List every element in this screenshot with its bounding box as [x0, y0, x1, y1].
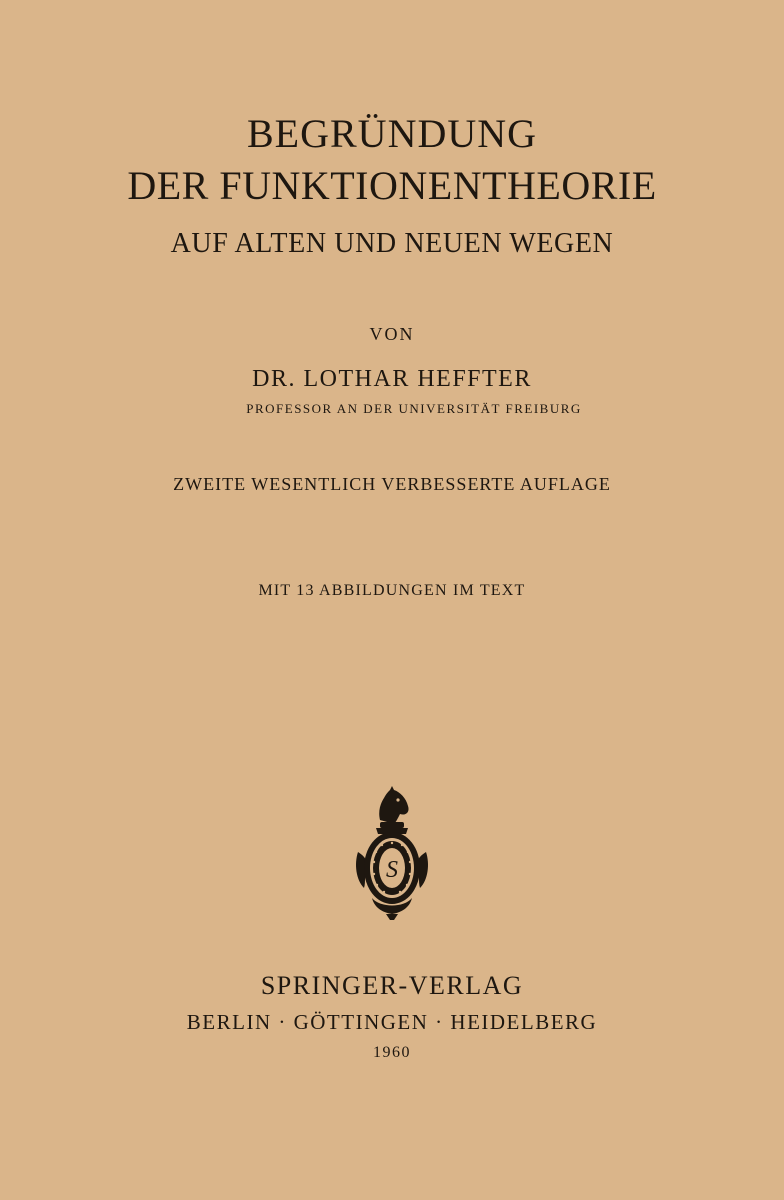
publisher-name: SPRINGER-VERLAG — [260, 971, 524, 1000]
title-line-1: BEGRÜNDUNG — [247, 111, 537, 156]
springer-knight-emblem-icon — [350, 782, 434, 922]
publisher-cities: BERLIN · GÖTTINGEN · HEIDELBERG — [186, 1010, 598, 1034]
title-line-2: DER FUNKTIONENTHEORIE — [127, 163, 657, 208]
subtitle: AUF ALTEN UND NEUEN WEGEN — [170, 228, 614, 259]
edition-statement: ZWEITE WESENTLICH VERBESSERTE AUFLAGE — [173, 474, 611, 494]
von-label: VON — [369, 324, 415, 344]
author-name: DR. LOTHAR HEFFTER — [252, 366, 532, 392]
figures-note: MIT 13 ABBILDUNGEN IM TEXT — [258, 582, 526, 599]
publication-year: 1960 — [373, 1044, 411, 1061]
author-affiliation: PROFESSOR AN DER UNIVERSITÄT FREIBURG — [246, 401, 582, 416]
emblem-letter: S — [386, 857, 398, 883]
